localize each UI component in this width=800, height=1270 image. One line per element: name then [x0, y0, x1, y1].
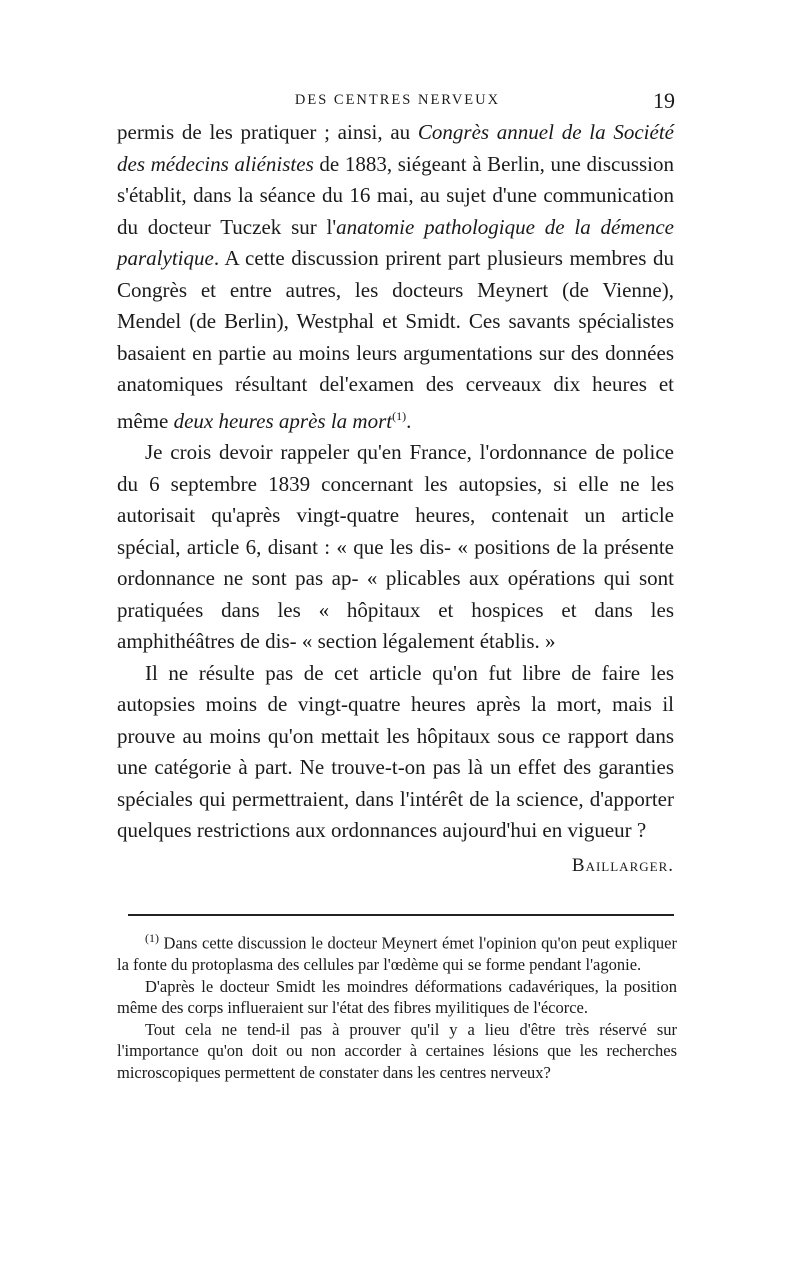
signature: Baillarger. [571, 854, 674, 876]
page-header [120, 88, 675, 118]
footnote-2: D'après le docteur Smidt les moindres déformations cadavériques, la position même des corps influeraient sur l'état des fibres myilitiques de l'écorce. [117, 976, 677, 1017]
footnote-marker: (1) [145, 931, 159, 945]
text-run: . [406, 408, 412, 433]
main-text [117, 117, 674, 881]
footnotes [117, 928, 677, 1083]
footnote-divider [128, 914, 674, 916]
paragraph-3: Il ne résulte pas de cet article qu'on fut libre de faire les autopsies moins de vingt-quatre heures après la mort, mais il prouve au moins qu'on mettait les hôpitaux sous ce rapport dans une catégorie à part. Ne trouve-t-on pas là un effet des garanties spéciales qui permettraient, dans l'intérêt de la science, d'apporter quelques restrictions aux ordonnances aujourd'hui en vigueur ? [117, 660, 674, 842]
footnote-text: Dans cette discussion le docteur Meynert émet l'opinion qu'on peut expliquer la fonte du protoplasma des cellules par l'œdème qui se forme pendant l'agonie. [117, 933, 677, 974]
paragraph-1 [117, 117, 674, 437]
italic-run: deux heures après la mort [173, 408, 393, 433]
paragraph-2: Je crois devoir rappeler qu'en France, l'ordonnance de police du 6 septembre 1839 concernant les autopsies, si elle ne les autorisait qu'après vingt-quatre heures, contenait un article spécial, article 6, disant : « que les dis- « positions de la présente ordonnance ne sont pas ap- « plicables aux opérations qui sont pratiquées dans les « hôpitaux et hospices et dans les amphithéâtres de dis- « section légalement établis. » [117, 440, 674, 653]
text-run: . A cette discussion prirent part plusieurs membres du Congrès et entre autres, les docteurs Meynert (de Vienne), Mendel (de Berlin), Westphal et Smidt. Ces savants spécialistes basaient en partie au moins leurs argumentations sur des données anatomiques résultant del'examen des cerveaux dix heures et même [117, 246, 674, 433]
italic-run: Congrès annuel de la Société des médecins aliénistes [117, 120, 674, 176]
text-run: de 1883, siégeant à Berlin, une discussion s'établit, dans la séance du 16 mai, au sujet d'une communication du docteur Tuczek sur l' [117, 151, 675, 239]
italic-run: anatomie pathologique de la démence paralytique [117, 214, 674, 270]
page-number: 19 [653, 88, 675, 113]
footnote-1 [117, 928, 677, 976]
running-title: DES CENTRES NERVEUX [294, 92, 501, 108]
footnote-3: Tout cela ne tend-il pas à prouver qu'il y a lieu d'être très réservé sur l'importance qu'on doit ou non accorder à certaines lésions que les recherches microscopiques permettent de constater dans les centres nerveux? [117, 1019, 677, 1082]
footnote-marker: (1) [392, 408, 407, 423]
text-run: permis de les pratiquer ; ainsi, au [117, 120, 418, 144]
